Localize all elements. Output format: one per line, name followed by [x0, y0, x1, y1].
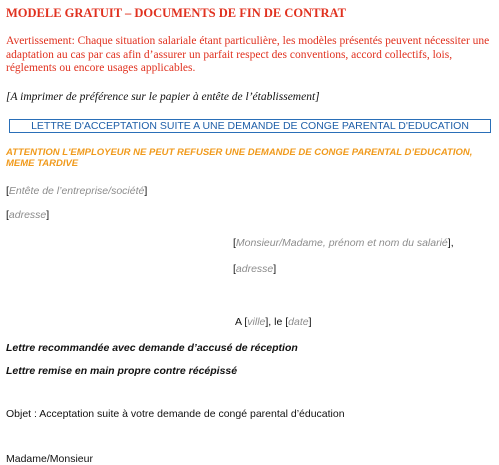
document-heading: MODELE GRATUIT – DOCUMENTS DE FIN DE CONTRAT [6, 6, 346, 20]
recipient-address-text: adresse [235, 263, 274, 275]
recipient-address-placeholder: [adresse] [233, 263, 277, 275]
recipient-name-placeholder: [Monsieur/Madame, prénom et nom du salarié], [233, 237, 454, 249]
place-date-line: A [ville], le [date] [235, 316, 312, 328]
print-note: [A imprimer de préférence sur le papier à entête de l’établissement] [6, 91, 320, 103]
warning-paragraph: Avertissement: Chaque situation salariale étant particulière, les modèles présentés peuvent nécessiter une adaptation au cas par cas afin d’assurer un parfait respect des conventions, accord collectifs, lois, réglements ou encore usages applicables. [6, 35, 490, 74]
salutation: Madame/Monsieur [6, 453, 93, 465]
hand-delivery-line: Lettre remise en main propre contre récépissé [6, 365, 238, 377]
place-middle: , le [268, 316, 283, 328]
city-placeholder: ville [247, 316, 266, 328]
place-prefix: A [235, 316, 242, 328]
sender-address-text: adresse [8, 209, 47, 221]
recipient-name-text: Monsieur/Madame, prénom et nom du salarié [235, 237, 448, 249]
subject-line: Objet : Acceptation suite à votre demande de congé parental d’éducation [6, 408, 345, 420]
company-header-placeholder: [Entête de l’entreprise/société] [6, 185, 148, 197]
company-placeholder-text: Entête de l’entreprise/société [8, 185, 145, 197]
registered-mail-line: Lettre recommandée avec demande d’accusé de réception [6, 342, 298, 354]
employer-notice: ATTENTION L'EMPLOYEUR NE PEUT REFUSER UNE DEMANDE DE CONGE PARENTAL D’EDUCATION, MEME TARDIVE [6, 147, 473, 169]
sender-address-placeholder: [adresse] [6, 209, 50, 221]
date-placeholder: date [288, 316, 309, 328]
letter-title-banner: LETTRE D'ACCEPTATION SUITE A UNE DEMANDE DE CONGE PARENTAL D'EDUCATION [9, 119, 491, 133]
